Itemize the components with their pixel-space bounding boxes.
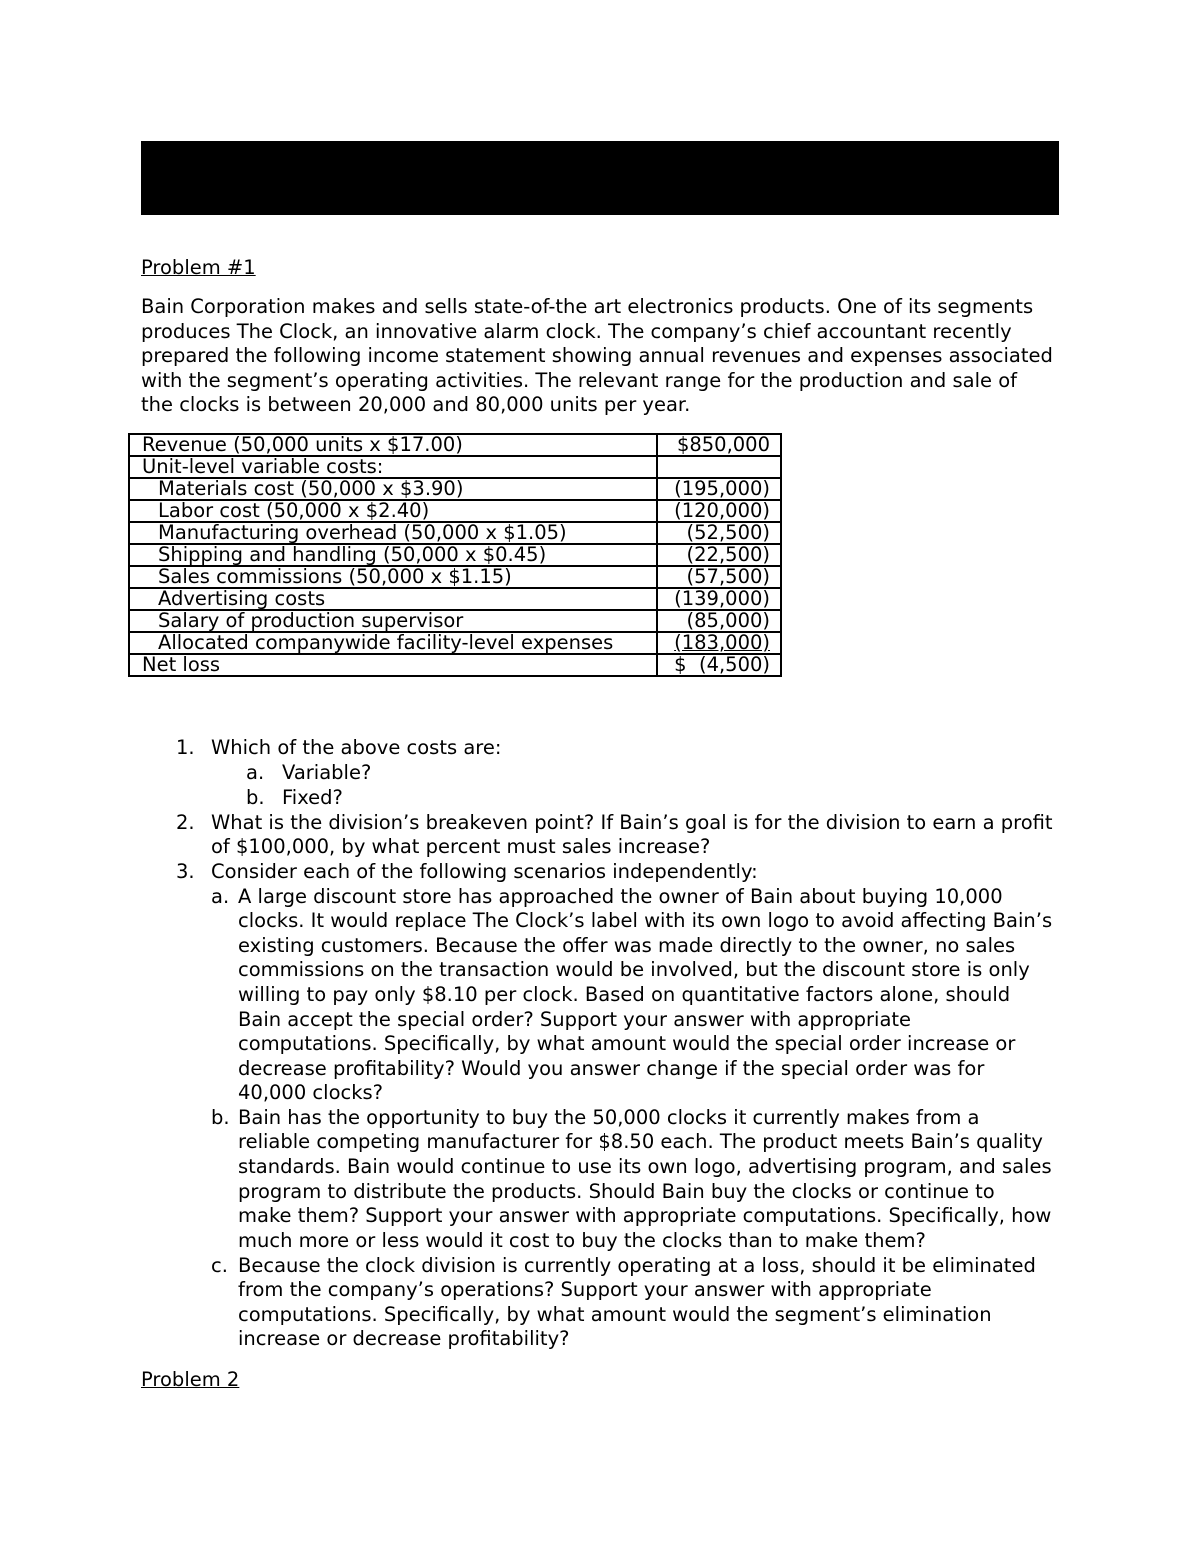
underlined-amount: (183,000) [674,631,770,654]
question-3b-line: Bain has the opportunity to buy the 50,000 clocks it currently makes from a [238,1106,980,1129]
question-3a-line: existing customers. Because the offer was made directly to the owner, no sales [238,934,1016,957]
exam-title: Final Exam [141,166,247,189]
intro-line: the clocks is between 20,000 and 80,000 units per year. [141,393,691,417]
problem-1-title: Problem #1 [141,256,256,279]
table-row [129,522,781,544]
question-3a-line: decrease profitability? Would you answer change if the special order was for [238,1057,985,1080]
question-3a-line: computations. Specifically, by what amount would the special order increase or [238,1032,1016,1055]
row-label: Materials cost (50,000 x $3.90) [129,478,657,500]
row-label: Net loss [129,654,657,676]
intro-line: prepared the following income statement showing annual revenues and expenses associated [141,344,1053,368]
row-label: Labor cost (50,000 x $2.40) [129,500,657,522]
question-3b-line: make them? Support your answer with appropriate computations. Specifically, how [238,1204,1052,1227]
table-row [129,456,781,478]
list-number: 1. [176,736,195,759]
question-3b-line: reliable competing manufacturer for $8.50 each. The product meets Bain’s quality [238,1130,1043,1153]
list-number: 3. [176,860,195,883]
question-2-line: What is the division’s breakeven point? If Bain’s goal is for the division to earn a profit [211,811,1053,834]
row-label: Manufacturing overhead (50,000 x $1.05) [129,522,657,544]
question-3a-line: clocks. It would replace The Clock’s label with its own logo to avoid affecting Bain’s [238,909,1053,932]
list-letter: a. [246,761,265,784]
row-label: Revenue (50,000 units x $17.00) [129,434,657,456]
row-amount [657,632,781,654]
question-2-line: of $100,000, by what percent must sales increase? [211,835,711,858]
course-code: ACCT 2003 [141,142,249,165]
question-3a-line: willing to pay only $8.10 per clock. Based on quantitative factors alone, should [238,983,1011,1006]
table-row [129,478,781,500]
row-label: Advertising costs [129,588,657,610]
table-row [129,632,781,654]
question-3a-line: commissions on the transaction would be involved, but the discount store is only [238,958,1030,981]
question-3b-line: much more or less would it cost to buy the clocks than to make them? [238,1229,926,1252]
question-3c-line: computations. Specifically, by what amount would the segment’s elimination [238,1303,992,1326]
question-1: Which of the above costs are: [211,736,502,759]
row-label: Unit-level variable costs: [129,456,657,478]
row-label: Allocated companywide facility-level expenses [129,632,657,654]
table-row [129,610,781,632]
row-amount: (22,500) [657,544,781,566]
row-amount: $ (4,500) [657,654,781,676]
table-row [129,588,781,610]
question-3b-line: standards. Bain would continue to use its own logo, advertising program, and sales [238,1155,1052,1178]
row-amount: (139,000) [657,588,781,610]
list-letter: b. [211,1106,230,1129]
question-1a: Variable? [282,761,372,784]
intro-line: Bain Corporation makes and sells state-of-the art electronics products. One of its segments [141,295,1034,318]
question-3c-line: from the company’s operations? Support your answer with appropriate [238,1278,932,1301]
list-number: 2. [176,811,195,834]
row-label: Sales commissions (50,000 x $1.15) [129,566,657,588]
question-3c-line: increase or decrease profitability? [238,1327,570,1350]
intro-line: with the segment’s operating activities. The relevant range for the production and sale of [141,368,1018,392]
income-statement-table [128,433,782,677]
list-letter: c. [211,1254,228,1277]
table-row [129,434,781,456]
row-label: Shipping and handling (50,000 x $0.45) [129,544,657,566]
problem-2-title: Problem 2 [141,1368,240,1391]
list-letter: b. [246,786,265,809]
question-3a-line: 40,000 clocks? [238,1081,384,1104]
question-3b-line: program to distribute the products. Should Bain buy the clocks or continue to [238,1180,995,1203]
row-amount: (85,000) [657,610,781,632]
row-amount: $850,000 [657,434,781,456]
table-row-total [129,654,781,676]
question-3c-line: Because the clock division is currently operating at a loss, should it be eliminated [238,1254,1036,1277]
intro-line: produces The Clock, an innovative alarm clock. The company’s chief accountant recently [141,319,1012,343]
row-amount: (52,500) [657,522,781,544]
row-label: Salary of production supervisor [129,610,657,632]
table-row [129,544,781,566]
packet-title: Practice Packet #2 [141,191,324,214]
table-row [129,500,781,522]
question-3: Consider each of the following scenarios independently: [211,860,758,883]
question-3a-line: A large discount store has approached the owner of Bain about buying 10,000 [238,885,1003,908]
question-3a-line: Bain accept the special order? Support your answer with appropriate [238,1008,912,1031]
problem-1-intro [141,295,1066,418]
row-amount: (195,000) [657,478,781,500]
row-amount: (57,500) [657,566,781,588]
list-letter: a. [211,885,230,908]
table-row [129,566,781,588]
row-amount: (120,000) [657,500,781,522]
question-1b: Fixed? [282,786,343,809]
row-amount [657,456,781,478]
